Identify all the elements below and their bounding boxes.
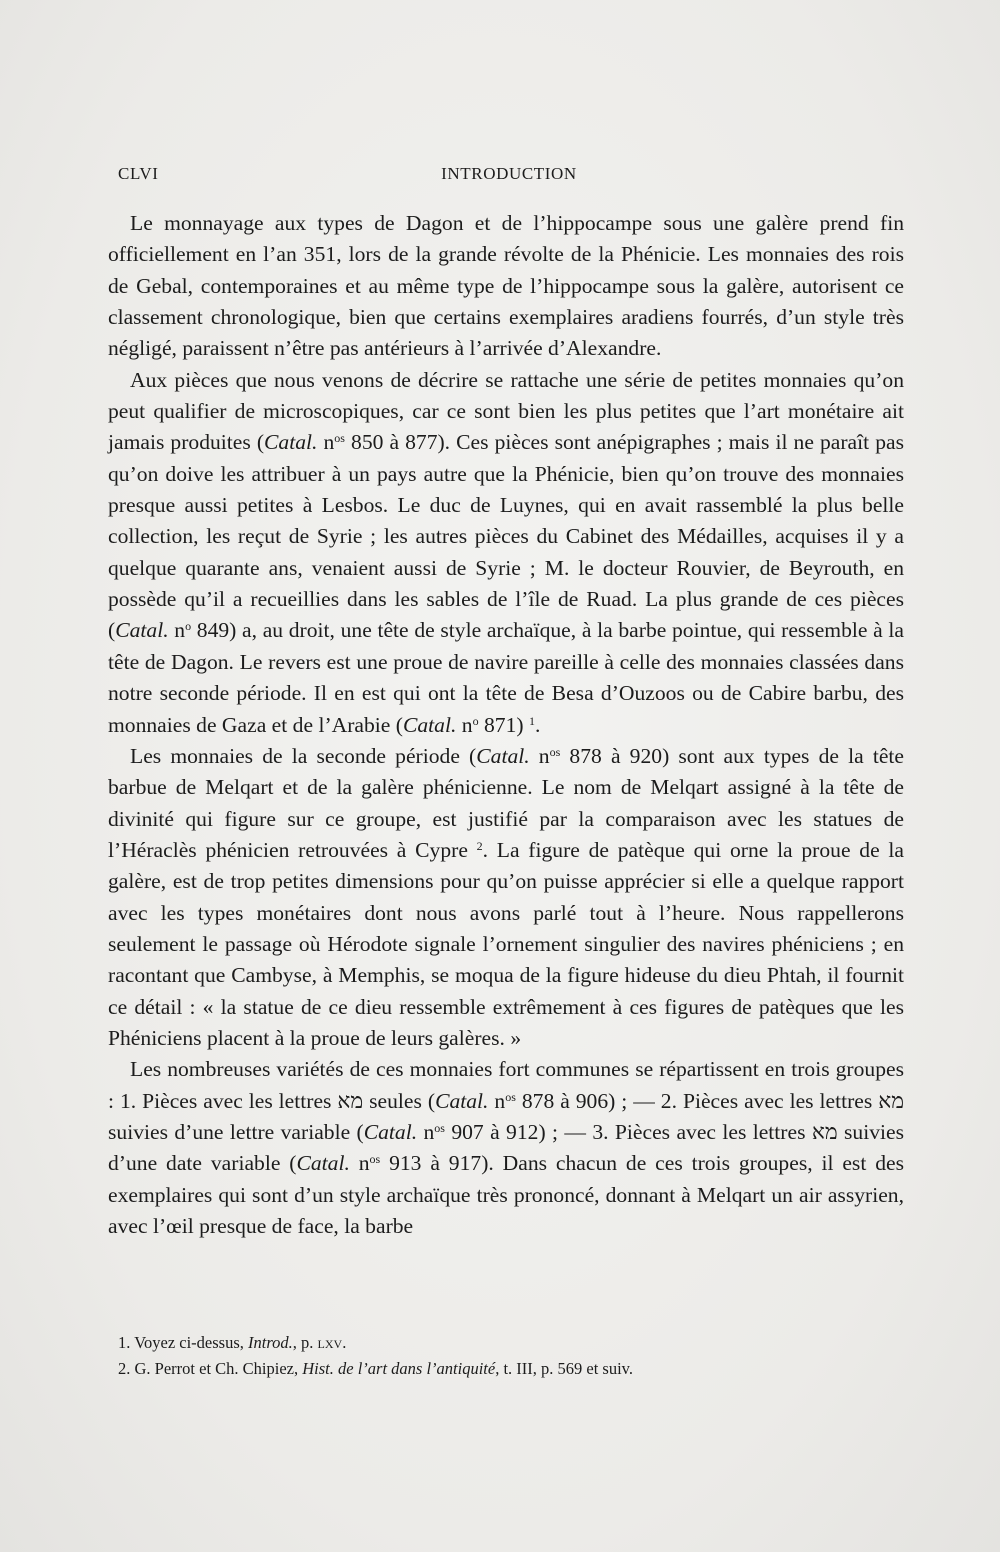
italic-text: Catal. xyxy=(476,743,530,768)
superscript: o xyxy=(185,619,192,634)
page-number: CLVI xyxy=(118,164,159,183)
text-run: . La figure de patèque qui orne la proue de la galère, est de trop petites dimensions pour qu’on puisse apprécier si elle a quelque rapport avec les types monétaires dont nous avons parlé tout à l’heure. Nous rappellerons seulement le passage où Hérodote signale l’ornement singulier des navires phéniciens ; en racontant que Cambyse, à Memphis, se moqua de la figure hideuse du dieu Phtah, il fournit ce détail : « la statue de ce dieu ressemble extrêmement à ces figures de patèques que les Phéniciens placent à la proue de leurs galères. » xyxy=(108,837,905,1050)
text-run: n xyxy=(349,1151,370,1176)
superscript: os xyxy=(369,1152,381,1167)
italic-text: Catal. xyxy=(363,1119,418,1144)
italic-text: Introd. xyxy=(248,1333,293,1352)
running-header xyxy=(118,164,900,188)
text-run: 913 à 917). Dans chacun de ces trois groupes, il est des exemplaires qui sont d’un style archaïque très prononcé, donnant à Melqart un air assyrien, avec l’œil presque de face, la barbe xyxy=(108,1151,904,1238)
italic-text: Catal. xyxy=(264,430,318,455)
text-run: Les monnaies de la seconde période ( xyxy=(130,743,477,768)
footnote xyxy=(118,1330,908,1356)
text-run: 878 à 920) sont aux types de la tête barbue de Melqart et de la galère phénicienne. Le nom de Melqart assigné à la tête de divinité qui figure sur ce groupe, est justifié par la comparaison avec les statues de l’Héraclès phénicien retrouvées à Cypre xyxy=(108,743,905,862)
text-run: n xyxy=(168,618,186,643)
superscript: os xyxy=(434,1120,445,1135)
italic-text: Hist. de l’art dans l’antiquité xyxy=(302,1359,496,1378)
text-run: Les nombreuses variétés de ces monnaies fort communes se répartissent en trois groupes : 1. Pièces avec les lettres מא seules ( xyxy=(108,1057,904,1113)
superscript: os xyxy=(505,1089,516,1104)
text-run: n xyxy=(456,712,473,737)
italic-text: Catal. xyxy=(435,1088,489,1113)
text-run: , t. III, p. 569 et suiv. xyxy=(495,1359,633,1378)
text-run: 849) a, au droit, une tête de style archaïque, à la barbe pointue, qui ressemble à la tête de Dagon. Le revers est une proue de navire pareille à celle des monnaies classées dans notre seconde période. Il en est qui ont la tête de Besa d’Ouzoos ou de Cabire barbu, des monnaies de Gaza et de l’Arabie ( xyxy=(108,618,904,737)
text-run: . xyxy=(534,712,541,737)
text-run: 2. G. Perrot et Ch. Chipiez, xyxy=(118,1359,303,1378)
text-run: 1. Voyez ci-dessus, xyxy=(118,1333,249,1352)
text-run: Le monnayage aux types de Dagon et de l’hippocampe sous une galère prend fin officiellement en l’an 351, lors de la grande révolte de la Phénicie. Les monnaies des rois de Gebal, contemporaines et au même type de l’hippocampe sous la galère, autorisent ce classement chronologique, bien que certains exemplaires aradiens fourrés, d’un style très négligé, paraissent n’être pas antérieurs à l’arrivée d’Alexandre. xyxy=(108,211,904,361)
footnotes xyxy=(118,1330,908,1382)
text-run: Aux pièces que nous venons de décrire se rattache une série de petites monnaies qu’on peut qualifier de microscopiques, car ce sont bien les plus petites que l’art monétaire ait jamais produites ( xyxy=(108,367,904,455)
superscript: os xyxy=(334,431,345,446)
text-run: . xyxy=(342,1333,347,1352)
text-run: 850 à 877). Ces pièces sont anépigraphes ; mais il ne paraît pas qu’on doive les attribuer à un pays autre que la Phénicie, bien qu’on trouve des monnaies presque aussi petites à Lesbos. Le duc de Luynes, qui en avait rassemblé la plus belle collection, les reçut de Syrie ; les autres pièces du Cabinet des Médailles, acquises il y a quelque quarante ans, venaient aussi de Syrie ; M. le docteur Rouvier, de Beyrouth, en possède qu’il a recueillies dans les sables de l’île de Ruad. La plus grande de ces pièces ( xyxy=(108,430,904,643)
text-run: , p. xyxy=(292,1333,318,1352)
text-run: n xyxy=(317,430,335,455)
superscript: os xyxy=(549,744,561,759)
text-run: n xyxy=(488,1088,506,1113)
main-text xyxy=(108,208,904,1242)
text-run: 871) xyxy=(478,712,529,737)
running-title: INTRODUCTION xyxy=(441,164,577,183)
text-run: 907 à 912) ; — 3. Pièces avec les lettres מא suivies d’une date variable ( xyxy=(108,1119,904,1176)
text-run: n xyxy=(417,1119,435,1144)
superscript: o xyxy=(472,713,479,728)
paragraph xyxy=(108,741,904,1054)
paragraph xyxy=(108,208,904,365)
paragraph xyxy=(108,1054,904,1242)
text-run: lxv xyxy=(317,1333,343,1352)
text-run: 878 à 906) ; — 2. Pièces avec les lettres מא suivies d’une lettre variable ( xyxy=(108,1088,904,1144)
text-run: n xyxy=(529,743,550,768)
superscript: 2 xyxy=(476,838,483,853)
italic-text: Catal. xyxy=(296,1151,350,1176)
superscript: 1 xyxy=(528,713,535,728)
paragraph xyxy=(108,365,904,741)
italic-text: Catal. xyxy=(402,712,457,737)
italic-text: Catal. xyxy=(115,618,169,643)
footnote xyxy=(118,1356,908,1382)
